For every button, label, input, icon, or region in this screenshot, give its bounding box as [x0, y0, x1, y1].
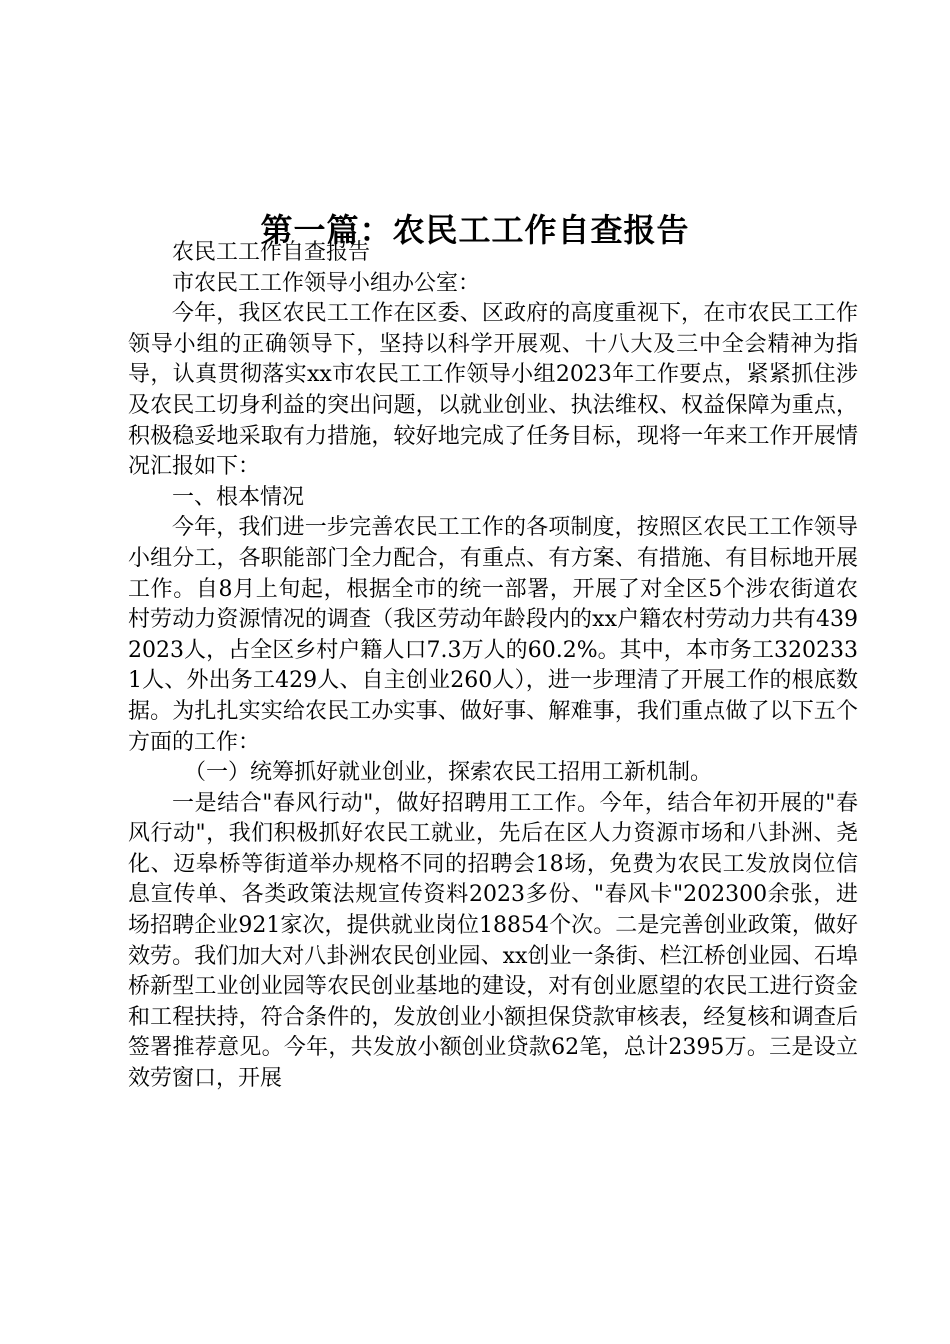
report-subtitle: 农民工工作自查报告: [172, 240, 371, 265]
intro-paragraph: 今年，我区农民工工作在区委、区政府的高度重视下，在市农民工工作领导小组的正确领导下，坚持以科学开展观、十八大及三中全会精神为指导，认真贯彻落实xx市农民工工作领导小组2023年工作要点，紧紧抓住涉及农民工切身利益的突出问题，以就业创业、执法维权、权益保障为重点，积极稳妥地采取有力措施，较好地完成了任务目标，现将一年来工作开展情况汇报如下：: [128, 301, 858, 480]
employment-paragraph: 一是结合"春风行动"，做好招聘用工工作。今年，结合年初开展的"春风行动"，我们积极抓好农民工就业，先后在区人力资源市场和八卦洲、尧化、迈皋桥等街道举办规格不同的招聘会18场，免费为农民工发放岗位信息宣传单、各类政策法规宣传资料2023多份、"春风卡"202300余张，进场招聘企业921家次，提供就业岗位18854个次。二是完善创业政策，做好效劳。我们加大对八卦洲农民创业园、xx创业一条街、栏江桥创业园、石埠桥新型工业创业园等农民创业基地的建设，对有创业愿望的农民工进行资金和工程扶持，符合条件的，发放创业小额担保贷款审核表，经复核和调查后签署推荐意见。今年，共发放小额创业贷款62笔，总计2395万。三是设立效劳窗口，开展: [128, 790, 858, 1092]
document-title: 第一篇：农民工工作自查报告: [260, 211, 690, 250]
addressee: 市农民工工作领导小组办公室：: [172, 270, 481, 296]
situation-paragraph: 今年，我们进一步完善农民工工作的各项制度，按照区农民工工作领导小组分工，各职能部门全力配合，有重点、有方案、有措施、有目标地开展工作。自8月上旬起，根据全市的统一部署，开展了对全区5个涉农街道农村劳动力资源情况的调查（我区劳动年龄段内的xx户籍农村劳动力共有4392023人，占全区乡村户籍人口7.3万人的60.2%。其中，本市务工3202331人、外出务工429人、自主创业260人），进一步理清了开展工作的根底数据。为扎扎实实给农民工办实事、做好事、解难事，我们重点做了以下五个方面的工作：: [128, 515, 858, 755]
document-body: [128, 238, 858, 1095]
subsection-heading: （一）统筹抓好就业创业，探索农民工招用工新机制。: [184, 760, 713, 786]
section-heading: 一、根本情况: [172, 484, 305, 510]
